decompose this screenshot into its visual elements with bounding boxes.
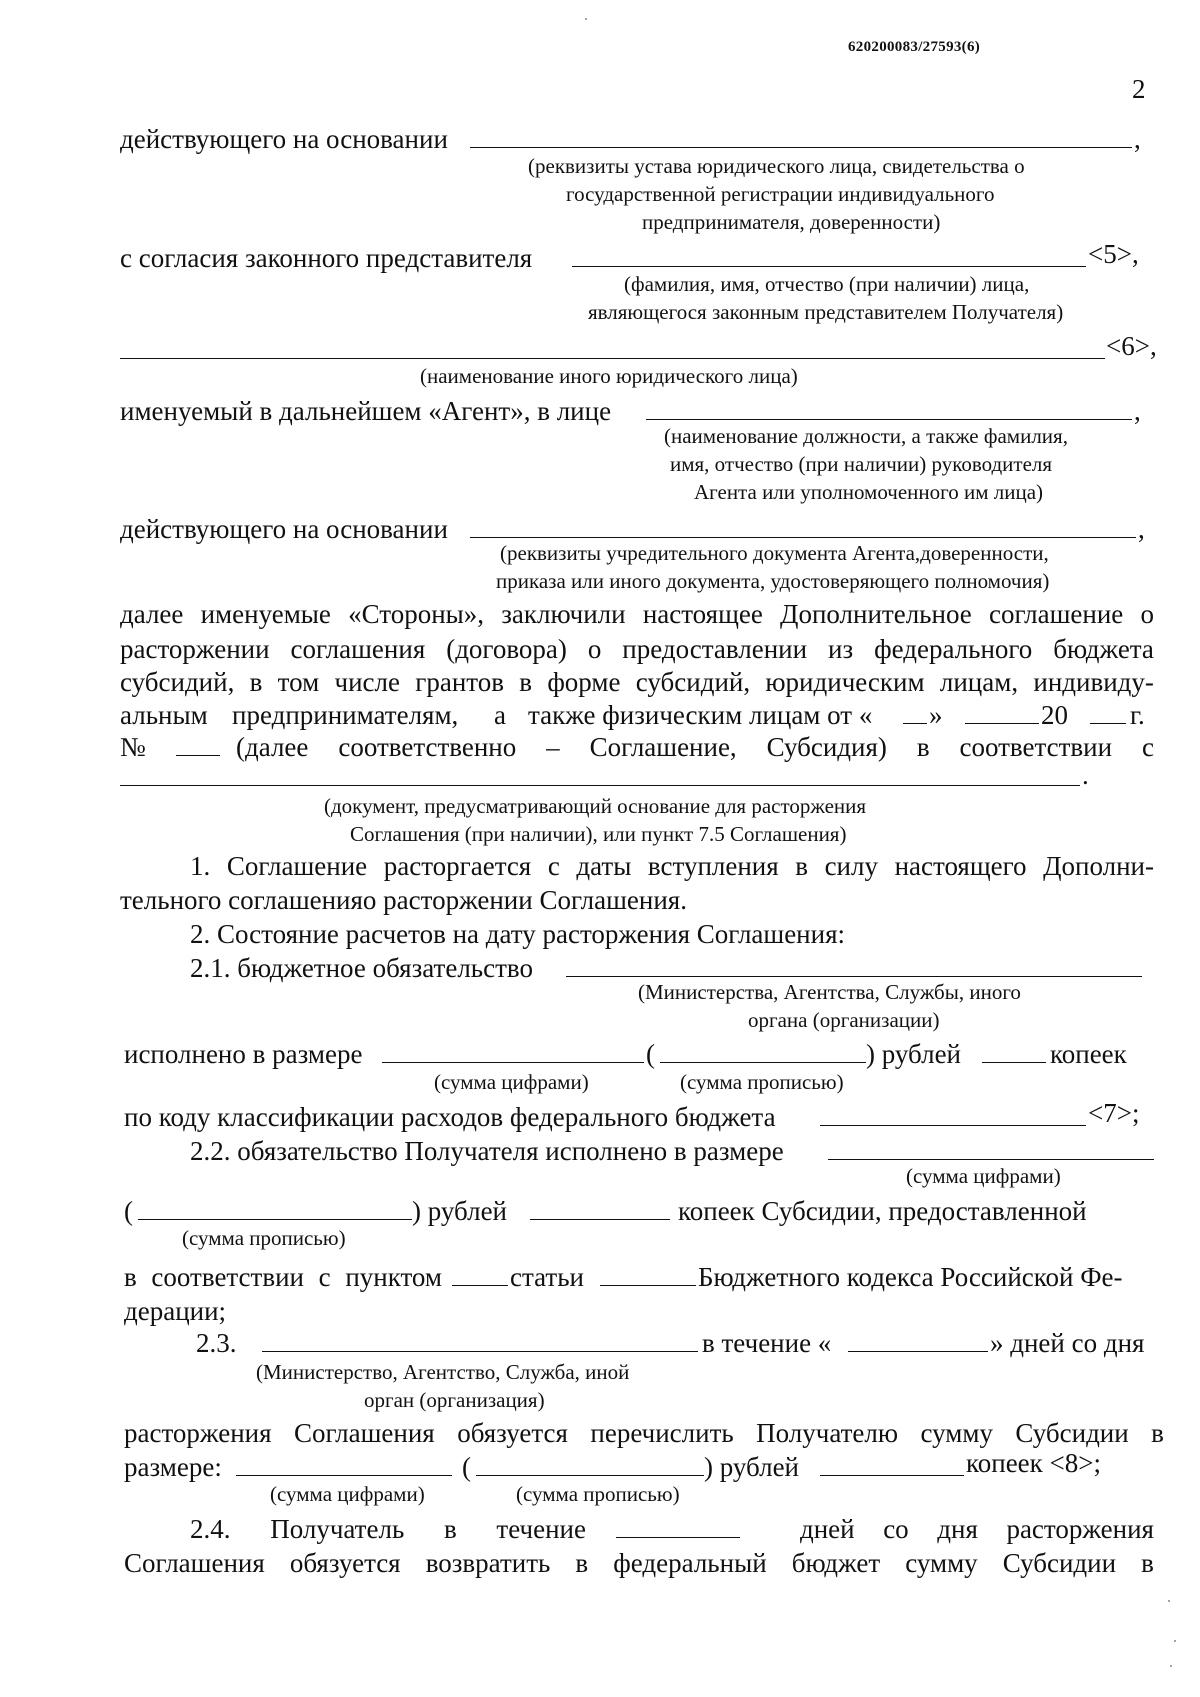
word: федеральный bbox=[613, 1548, 767, 1578]
word: в bbox=[916, 732, 930, 762]
amount-digits-blank bbox=[382, 1062, 644, 1063]
footnote-ref-7: <7>; bbox=[1088, 1098, 1140, 1128]
word: в bbox=[519, 667, 533, 697]
word: Соглашения bbox=[293, 1418, 435, 1448]
rubles-label-3: ) рублей bbox=[704, 1452, 800, 1482]
note-recipient-words: (сумма прописью) bbox=[182, 1226, 346, 1250]
word: Субсидии bbox=[1015, 1418, 1129, 1448]
days-count-blank bbox=[848, 1351, 988, 1352]
footnote-ref-8: копеек <8>; bbox=[966, 1448, 1101, 1478]
clause-2-1-label: 2.1. бюджетное обязательство bbox=[190, 953, 533, 983]
within-label: в течение « bbox=[702, 1328, 832, 1358]
executed-amount-label: исполнено в размере bbox=[124, 1039, 363, 1069]
document-number: 620200083/27593(6) bbox=[848, 39, 981, 55]
word: в bbox=[443, 1514, 457, 1544]
note-ministry-2-line2: орган (организация) bbox=[364, 1388, 545, 1412]
word: настоящего bbox=[894, 851, 1027, 881]
classification-code-label: по коду классификации расходов федерального бюджета bbox=[124, 1102, 776, 1132]
budget-obligation-blank bbox=[566, 976, 1142, 977]
note-charter-line3: предпринимателя, доверенности) bbox=[642, 210, 941, 234]
paren-open: ( bbox=[646, 1039, 655, 1069]
clause-2-2-label: 2.2. обязательство Получателя исполнено в размере bbox=[190, 1136, 784, 1166]
word: в bbox=[795, 851, 808, 881]
word: соглашение bbox=[988, 599, 1124, 629]
word: индивиду- bbox=[1033, 667, 1154, 697]
subsidy-provided-label: копеек Субсидии, предоставленной bbox=[678, 1196, 1087, 1226]
agent-person-comma: , bbox=[1134, 396, 1141, 426]
word: с bbox=[547, 851, 560, 881]
clause-1-line-1 bbox=[190, 853, 1154, 880]
word: из bbox=[828, 634, 854, 664]
word: расторжении bbox=[120, 634, 270, 664]
recipient-amount-words-blank bbox=[138, 1219, 412, 1220]
clause-2-4-line-1-b bbox=[800, 1516, 1154, 1543]
return-days-blank bbox=[616, 1537, 740, 1538]
amount-words-blank bbox=[660, 1062, 866, 1063]
note-other-entity: (наименование иного юридического лица) bbox=[420, 364, 798, 388]
legal-rep-label: с согласия законного представителя bbox=[120, 243, 533, 273]
note-charter-line1: (реквизиты устава юридического лица, свидетельства о bbox=[528, 154, 1025, 178]
paren-open-3: ( bbox=[462, 1452, 471, 1482]
agent-person-blank bbox=[646, 419, 1132, 420]
word: вступления bbox=[647, 851, 779, 881]
note-agent-basis-line2: приказа или иного документа, удостоверяющего полномочия) bbox=[496, 569, 1050, 593]
scan-speck bbox=[1168, 1600, 1170, 1602]
word: Дополни- bbox=[1043, 851, 1154, 881]
word: пунктом bbox=[345, 1262, 442, 1292]
note-ministry-line2: органа (организации) bbox=[748, 1008, 940, 1032]
scan-speck bbox=[1174, 1640, 1176, 1642]
word: Получатель bbox=[270, 1514, 405, 1544]
word: заключили bbox=[501, 599, 626, 629]
kopecks-blank-3 bbox=[820, 1475, 964, 1476]
paren-open-2: ( bbox=[124, 1196, 133, 1226]
paragraph-line-5 bbox=[236, 734, 1154, 761]
clause-2-heading: 2. Состояние расчетов на дату расторжения Соглашения: bbox=[190, 919, 846, 949]
word: расторжения bbox=[124, 1418, 272, 1448]
paragraph-line-4-a: альным bbox=[120, 700, 208, 730]
agent-named-label: именуемый в дальнейшем «Агент», в лице bbox=[120, 396, 612, 426]
note-termination-line2: Соглашения (при наличии), или пункт 7.5 Соглашения) bbox=[350, 822, 847, 846]
word: силу bbox=[824, 851, 878, 881]
footnote-ref-5: <5>, bbox=[1088, 239, 1139, 269]
word: в bbox=[124, 1262, 137, 1292]
word: перечислить bbox=[590, 1418, 734, 1448]
paragraph-line-4-g: г. bbox=[1130, 700, 1145, 730]
note-agent-line3: Агента или уполномоченного им лица) bbox=[694, 480, 1044, 504]
word: Субсидия) bbox=[766, 732, 887, 762]
rubles-label: ) рублей bbox=[866, 1039, 962, 1069]
scan-speck bbox=[1170, 1665, 1172, 1667]
agent-basis-blank bbox=[470, 537, 1136, 538]
note-legal-rep-line1: (фамилия, имя, отчество (при наличии) лица, bbox=[624, 272, 1030, 296]
word: Субсидии bbox=[1002, 1548, 1117, 1578]
note-ministry-line1: (Министерства, Агентства, Службы, иного bbox=[638, 980, 1021, 1004]
word: Соглашение bbox=[226, 851, 368, 881]
acting-basis-label: действующего на основании bbox=[120, 124, 448, 154]
word: в bbox=[1141, 1548, 1154, 1578]
paragraph-line-4-c: а bbox=[494, 700, 506, 730]
amount-label: размере: bbox=[124, 1452, 222, 1482]
point-number-blank bbox=[452, 1285, 508, 1286]
word: соответствии bbox=[959, 732, 1113, 762]
month-blank bbox=[965, 723, 1039, 724]
word: со bbox=[883, 1514, 909, 1544]
paragraph-line-4-b: предпринимателям, bbox=[232, 700, 459, 730]
note-charter-line2: государственной регистрации индивидуального bbox=[566, 182, 995, 206]
word: (далее bbox=[236, 732, 309, 762]
word: числе bbox=[334, 667, 400, 697]
word: 2.4. bbox=[190, 1514, 231, 1544]
note-ministry-2-line1: (Министерство, Агентство, Служба, иной bbox=[256, 1360, 630, 1384]
word: дня bbox=[937, 1514, 978, 1544]
termination-basis-blank bbox=[120, 785, 1080, 786]
word: даты bbox=[576, 851, 632, 881]
note-transfer-words: (сумма прописью) bbox=[516, 1482, 680, 1506]
clause-2-3-line-3 bbox=[124, 1420, 1164, 1447]
clause-2-2-line-4: дерации; bbox=[124, 1296, 227, 1326]
clause-1-line-2: тельного соглашенияо расторжении Соглашения. bbox=[120, 885, 687, 915]
scan-speck bbox=[585, 18, 587, 20]
word: дней bbox=[800, 1514, 855, 1544]
word: течение bbox=[496, 1514, 586, 1544]
word: соответствии bbox=[151, 1262, 304, 1292]
article-number-blank bbox=[600, 1285, 696, 1286]
paragraph-end-period: . bbox=[1082, 760, 1089, 790]
word: с bbox=[318, 1262, 331, 1292]
year-blank bbox=[1090, 723, 1126, 724]
word: расторгается bbox=[383, 851, 532, 881]
paragraph-line-4-d: также физическим лицам от « bbox=[528, 700, 873, 730]
note-agent-line1: (наименование должности, а также фамилия, bbox=[664, 424, 1068, 448]
word: обязуется bbox=[457, 1418, 568, 1448]
clause-2-4-line-2 bbox=[124, 1550, 1154, 1577]
note-amount-words: (сумма прописью) bbox=[680, 1070, 844, 1094]
paragraph-line-4-year-prefix: 20 bbox=[1041, 700, 1068, 730]
day-blank bbox=[903, 723, 927, 724]
word: сумму bbox=[920, 1418, 993, 1448]
kopecks-blank-2 bbox=[530, 1219, 670, 1220]
agreement-number-blank bbox=[176, 755, 220, 756]
word: грантов bbox=[415, 667, 504, 697]
transfer-digits-blank bbox=[236, 1475, 452, 1476]
word: – bbox=[546, 732, 560, 762]
acting-basis-comma: , bbox=[1134, 124, 1141, 154]
agent-basis-label: действующего на основании bbox=[120, 514, 448, 544]
word: Получателю bbox=[756, 1418, 899, 1448]
word: соответственно bbox=[338, 732, 517, 762]
acting-basis-blank bbox=[470, 147, 1132, 148]
paragraph-line-1 bbox=[120, 601, 1154, 628]
word: том bbox=[277, 667, 320, 697]
word: в bbox=[575, 1548, 589, 1578]
word: бюджет bbox=[791, 1548, 881, 1578]
word: форме bbox=[547, 667, 621, 697]
word: расторжения bbox=[1006, 1514, 1154, 1544]
classification-code-blank bbox=[820, 1125, 1086, 1126]
paragraph-line-3 bbox=[120, 669, 1154, 696]
word: 1. bbox=[190, 851, 211, 881]
note-amount-digits: (сумма цифрами) bbox=[434, 1070, 589, 1094]
paragraph-line-2 bbox=[120, 636, 1154, 663]
kopecks-blank bbox=[982, 1062, 1046, 1063]
footnote-ref-6: <6>, bbox=[1106, 331, 1157, 361]
word: возвратить bbox=[425, 1548, 551, 1578]
word: Соглашение, bbox=[589, 732, 737, 762]
clause-2-3-label: 2.3. bbox=[196, 1328, 237, 1358]
word: Соглашения bbox=[124, 1548, 265, 1578]
word: (договора) bbox=[446, 634, 567, 664]
word: о bbox=[587, 634, 602, 664]
budget-code-label: Бюджетного кодекса Российской Фе- bbox=[698, 1262, 1123, 1292]
word: субсидий, bbox=[120, 667, 235, 697]
other-entity-blank bbox=[120, 358, 1105, 359]
word: Дополнительное bbox=[780, 599, 972, 629]
word: юридическим bbox=[765, 667, 925, 697]
word: с bbox=[1142, 732, 1154, 762]
article-label: статьи bbox=[510, 1262, 584, 1292]
word: федерального bbox=[874, 634, 1033, 664]
days-from-label: » дней со дня bbox=[990, 1328, 1145, 1358]
word: соглашения bbox=[290, 634, 426, 664]
clause-2-4-line-1-a bbox=[190, 1516, 586, 1543]
word: предоставлении bbox=[622, 634, 808, 664]
word: лицам, bbox=[939, 667, 1019, 697]
word: в bbox=[249, 667, 263, 697]
word: бюджета bbox=[1053, 634, 1154, 664]
rubles-label-2: ) рублей bbox=[412, 1196, 508, 1226]
word: в bbox=[1151, 1418, 1164, 1448]
legal-rep-blank bbox=[572, 266, 1086, 267]
ministry-name-blank bbox=[262, 1351, 698, 1352]
word: обязуется bbox=[289, 1548, 401, 1578]
note-recipient-digits: (сумма цифрами) bbox=[906, 1164, 1061, 1188]
note-legal-rep-line2: являющегося законным представителем Получателя) bbox=[588, 300, 1064, 324]
recipient-amount-digits-blank bbox=[828, 1159, 1154, 1160]
paragraph-line-4-e: » bbox=[929, 700, 943, 730]
note-termination-line1: (документ, предусматривающий основание для расторжения bbox=[324, 794, 867, 818]
transfer-words-blank bbox=[476, 1475, 704, 1476]
word: именуемые bbox=[200, 599, 331, 629]
clause-2-2-line-3 bbox=[124, 1264, 442, 1291]
word: о bbox=[1140, 599, 1154, 629]
word: субсидий, bbox=[635, 667, 751, 697]
note-agent-basis-line1: (реквизиты учредительного документа Агента,доверенности, bbox=[500, 541, 1049, 565]
word: далее bbox=[120, 599, 184, 629]
page-number: 2 bbox=[1132, 74, 1146, 104]
kopecks-label: копеек bbox=[1050, 1039, 1127, 1069]
word: «Стороны», bbox=[348, 599, 485, 629]
number-sign: № bbox=[120, 732, 146, 762]
agent-basis-comma: , bbox=[1138, 514, 1145, 544]
note-transfer-digits: (сумма цифрами) bbox=[270, 1482, 425, 1506]
word: настоящее bbox=[642, 599, 763, 629]
note-agent-line2: имя, отчество (при наличии) руководителя bbox=[670, 452, 1053, 476]
word: сумму bbox=[905, 1548, 978, 1578]
